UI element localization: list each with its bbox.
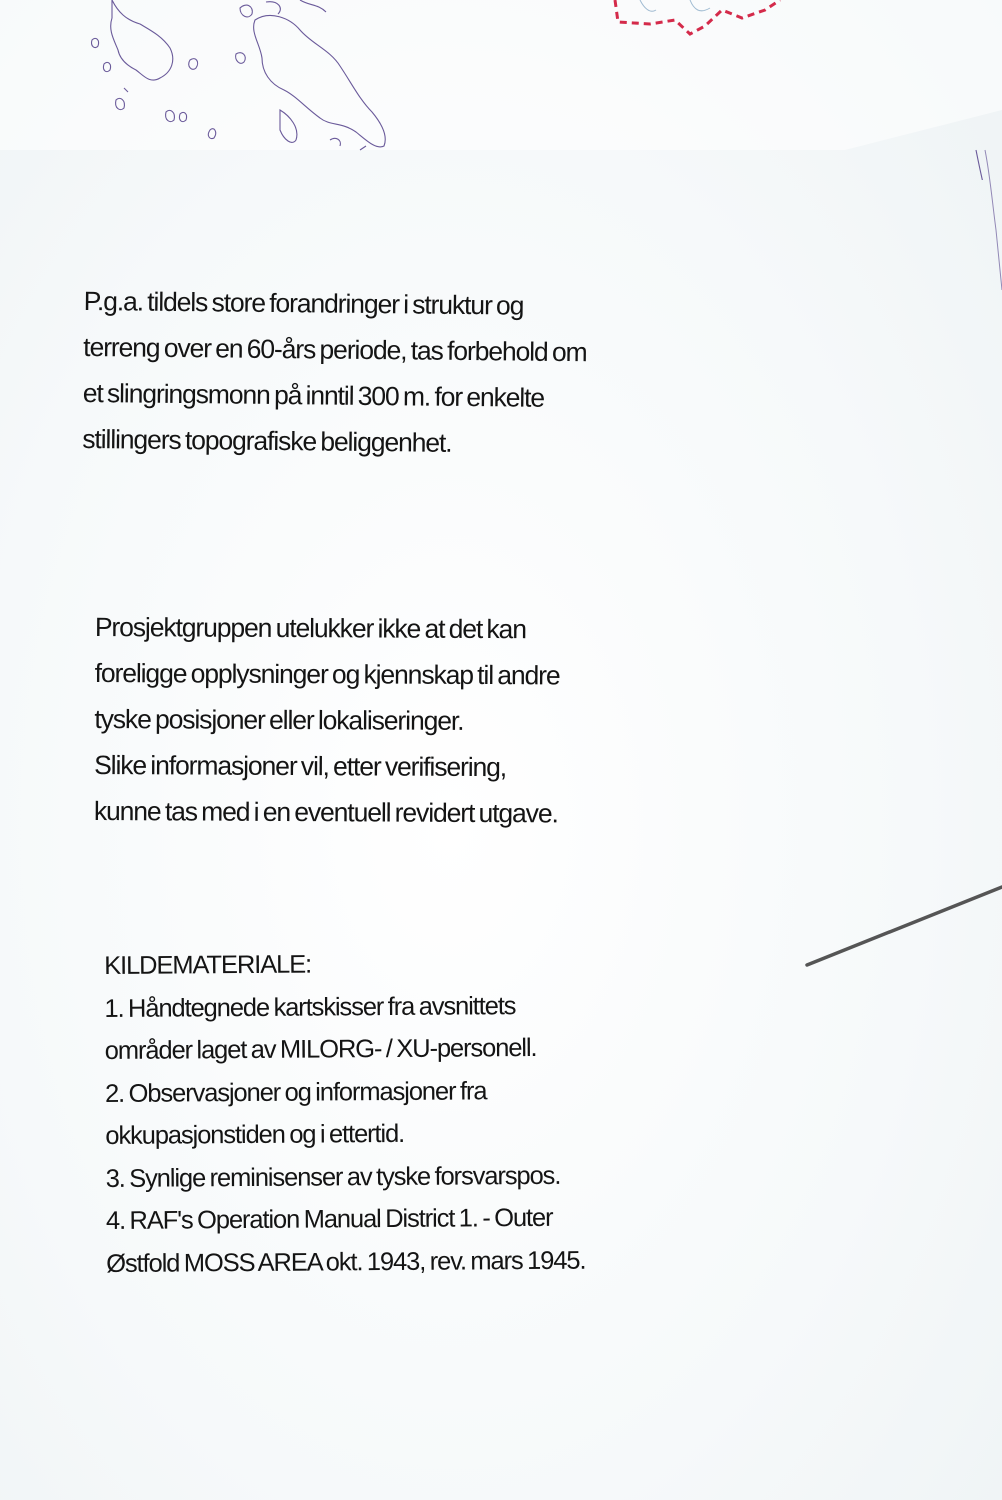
source-material-line: 1. Håndtegnede kartskisser fra avsnittets bbox=[104, 991, 516, 1023]
project-group-line: Prosjektgruppen utelukker ikke at det kan bbox=[94, 611, 526, 645]
project-group-line: kunne tas med i en eventuell revidert utgave. bbox=[93, 795, 558, 829]
source-material-line: 3. Synlige reminisenser av tyske forsvarspos. bbox=[105, 1161, 561, 1193]
source-material-heading: KILDEMATERIALE: bbox=[104, 950, 312, 980]
disclaimer-line: stillingers topografiske beliggenhet. bbox=[82, 423, 452, 458]
source-material-line: områder laget av MILORG- / XU-personell. bbox=[104, 1033, 537, 1065]
disclaimer-paragraph bbox=[82, 278, 804, 470]
project-group-paragraph bbox=[94, 604, 775, 838]
disclaimer-line: et slingringsmonn på inntil 300 m. for enkelte bbox=[82, 377, 545, 413]
map-coastline-illustration bbox=[0, 0, 1002, 180]
disclaimer-line: P.g.a. tildels store forandringer i struktur og bbox=[83, 285, 524, 321]
source-material-line: 4. RAF's Operation Manual District 1. - Outer bbox=[105, 1203, 553, 1235]
map-fragment bbox=[0, 0, 1002, 180]
project-group-line: foreligge opplysninger og kjennskap til andre bbox=[94, 657, 560, 691]
disclaimer-line: terreng over en 60-års periode, tas forbehold om bbox=[83, 331, 587, 368]
project-group-line: Slike informasjoner vil, etter verifisering, bbox=[94, 749, 507, 783]
project-group-line: tyske posisjoner eller lokaliseringer. bbox=[94, 703, 464, 736]
source-material-section bbox=[104, 940, 806, 1285]
source-material-line: okkupasjonstiden og i ettertid. bbox=[105, 1119, 405, 1150]
source-material-line: 2. Observasjoner og informasjoner fra bbox=[104, 1076, 487, 1108]
source-material-line: Østfold MOSS AREA okt. 1943, rev. mars 1945. bbox=[106, 1246, 586, 1278]
